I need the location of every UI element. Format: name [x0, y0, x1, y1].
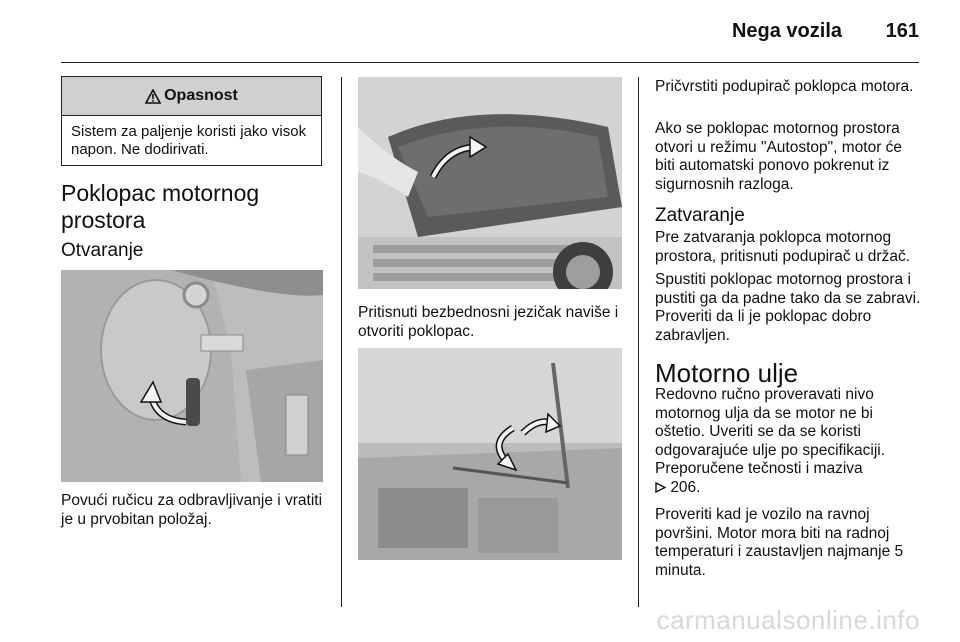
header-rule [61, 62, 919, 63]
column-separator [341, 77, 342, 607]
reference-triangle-icon [655, 482, 666, 493]
page-number: 161 [885, 20, 919, 42]
caption-pull-lever: Povući ručicu za odbravljivanje i vratiti je u prvobitan položaj. [61, 492, 323, 528]
warning-text: Sistem za paljenje koristi jako visok napon. Ne dodirivati. [71, 123, 307, 158]
warning-title: Opasnost [164, 87, 238, 104]
warning-header [62, 77, 321, 116]
hood-prop-rod-figure [358, 348, 622, 560]
column-separator [638, 77, 639, 607]
engine-oil-heading: Motorno ulje [655, 358, 799, 388]
reference-page[interactable]: 206. [670, 478, 701, 496]
hood-safety-catch-figure [358, 77, 622, 289]
opening-subheading: Otvaranje [61, 240, 144, 261]
para-before-closing: Pre zatvaranja poklopca motornog prostora, pritisnuti podupirač u držač. [655, 229, 911, 265]
para-check-oil [655, 386, 925, 497]
section-title: Nega vozila [731, 20, 842, 42]
warning-triangle-icon [145, 89, 161, 104]
para-check-conditions: Proveriti kad je vozilo na ravnoj površini. Motor mora biti na radnoj temperaturi i zaustavljen najmanje 5 minuta. [655, 506, 904, 579]
para-autostop: Ako se poklopac motornog prostora otvori u režimu "Autostop", motor će biti automatski ponovo pokrenut iz sigurnosnih razloga. [655, 120, 903, 193]
hood-heading: Poklopac motornog prostora [61, 180, 260, 233]
closing-heading: Zatvaranje [655, 205, 745, 226]
watermark: carmanualsonline.info [656, 605, 920, 635]
caption-push-catch: Pritisnuti bezbednosni jezičak naviše i otvoriti poklopac. [358, 304, 619, 340]
para-fix-prop: Pričvrstiti podupirač poklopca motora. [655, 78, 914, 95]
danger-warning-box [61, 76, 322, 166]
para-lower-hood: Spustiti poklopac motornog prostora i pustiti ga da padne tako da se zabravi. Proveriti da li je poklopac dobro zabravljen. [655, 271, 921, 344]
para-check-oil-text: Redovno ručno proveravati nivo motornog ulja da se motor ne bi oštetio. Uveriti se da se koristi odgovarajuće ulje po specifikaciji. Preporučene tečnosti i maziva [655, 386, 886, 477]
hood-release-lever-figure [61, 270, 323, 482]
